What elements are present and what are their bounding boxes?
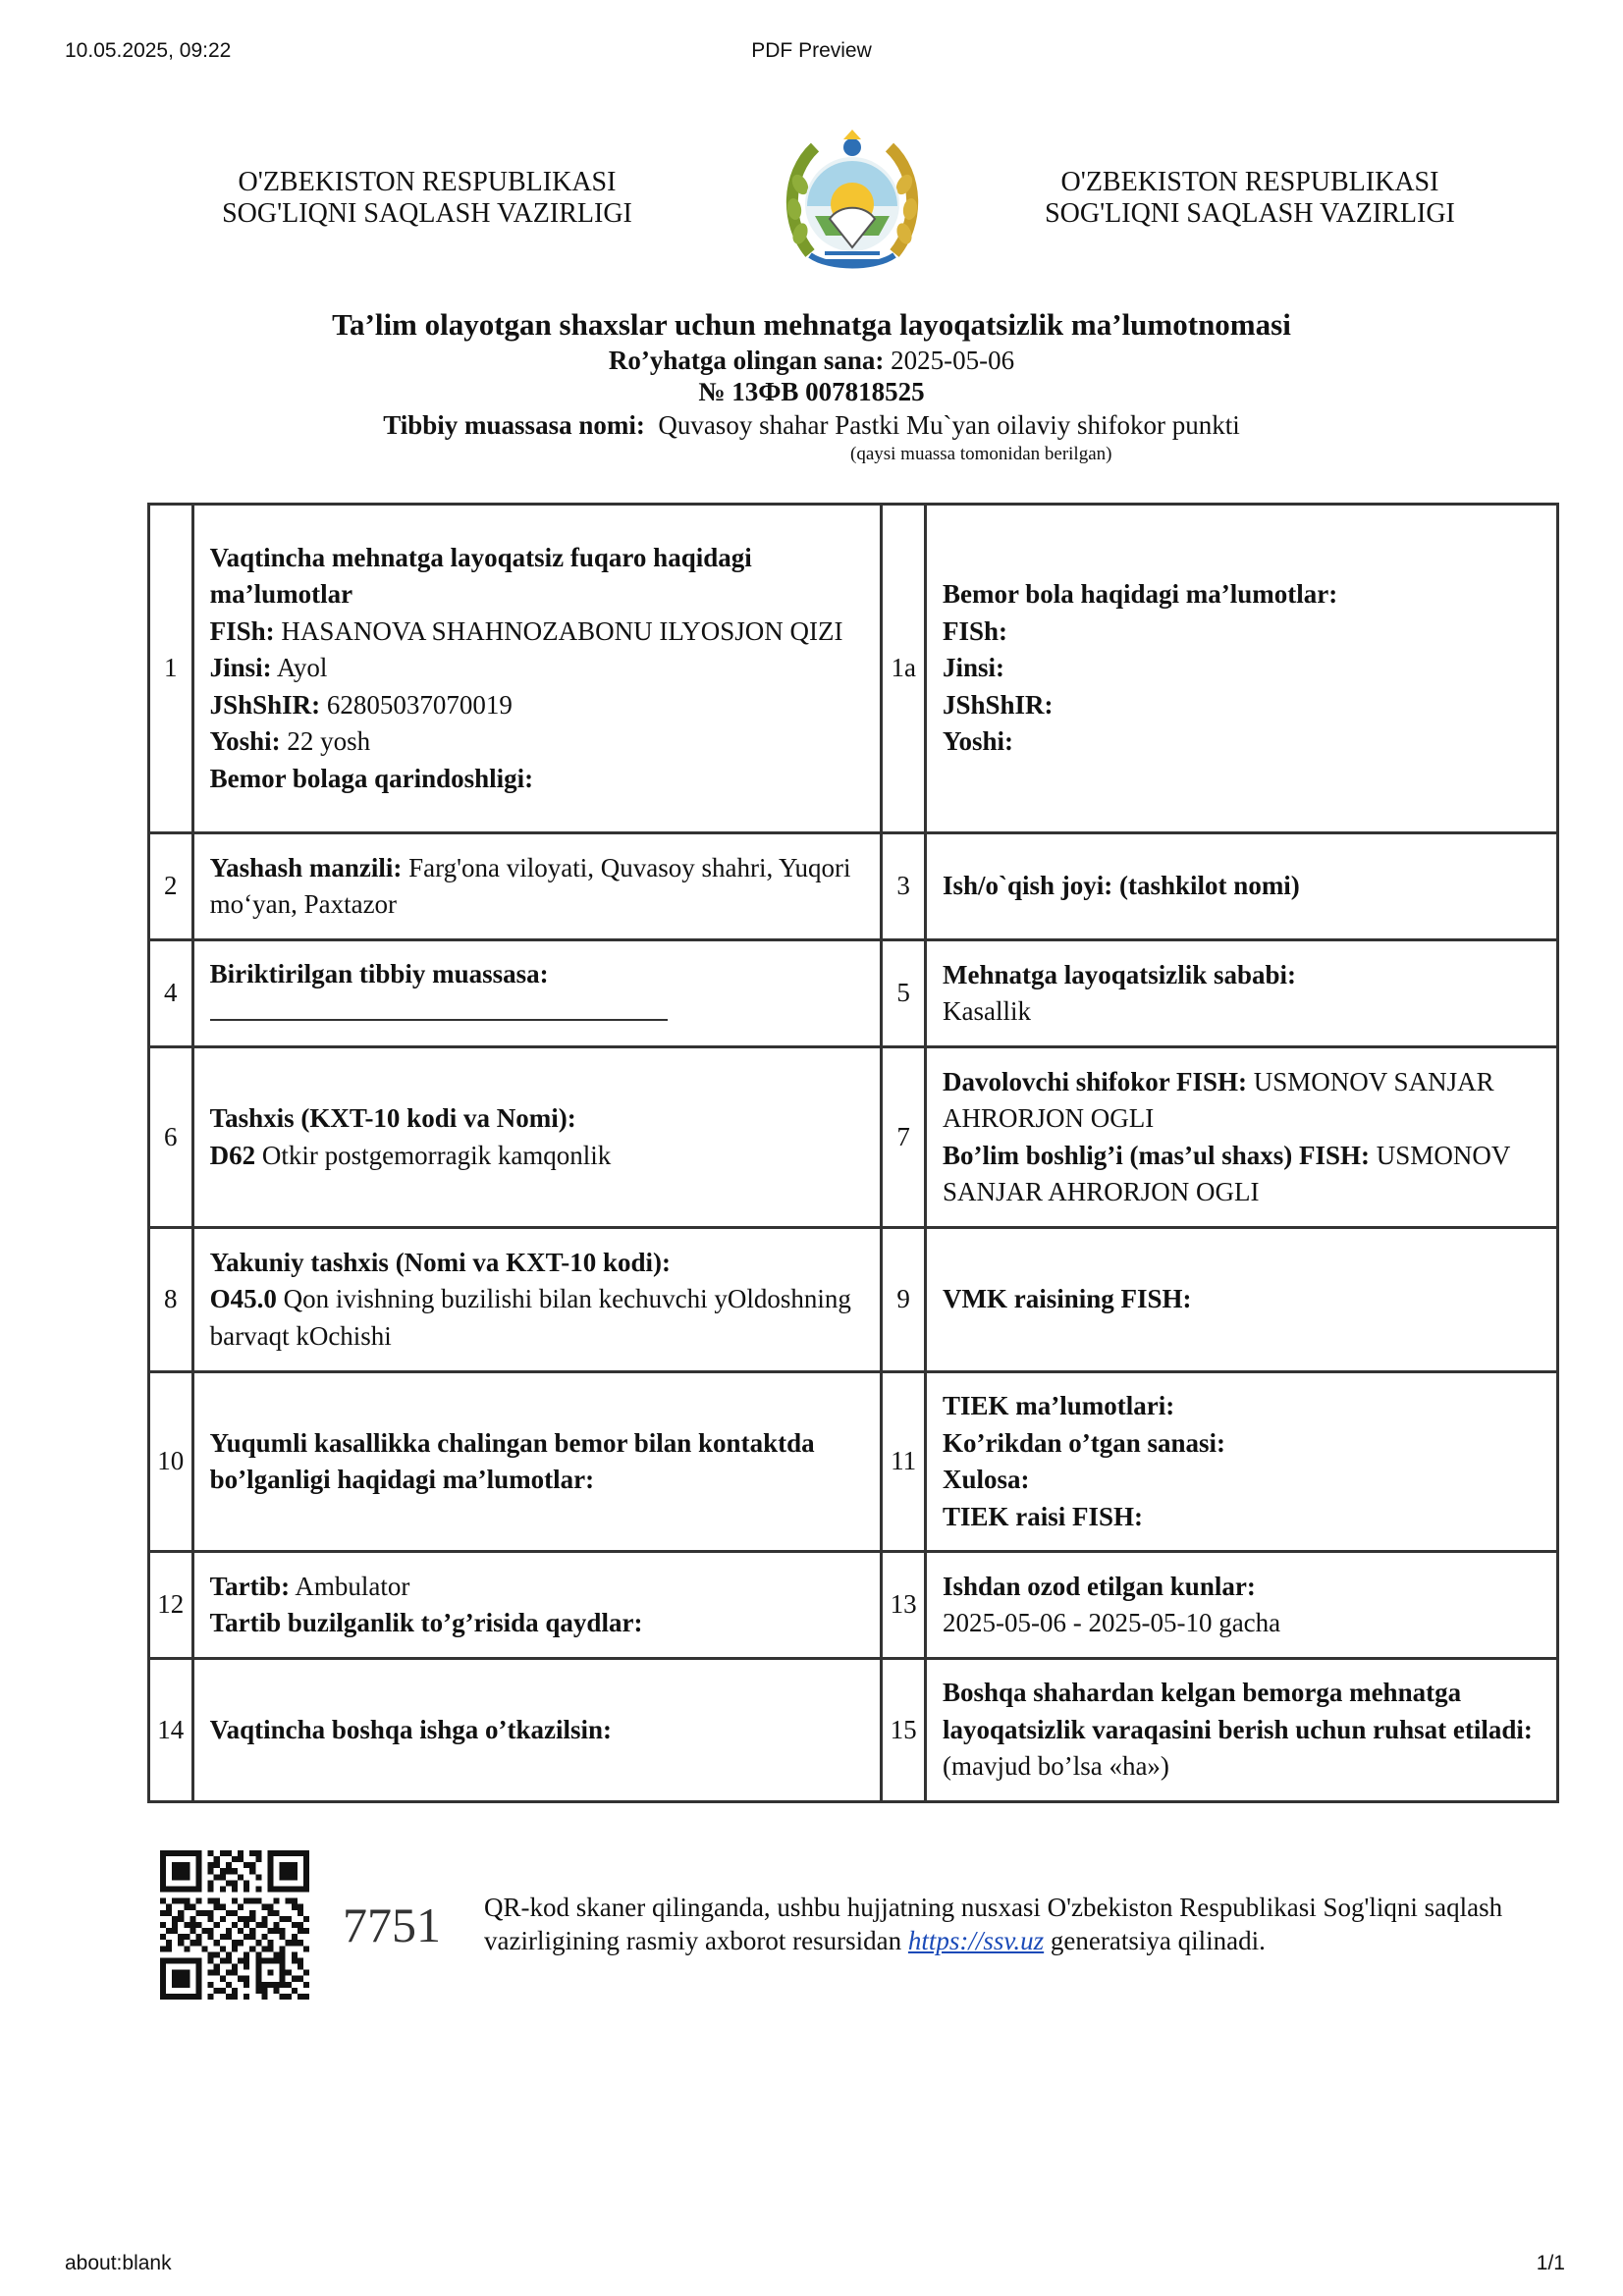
permission-value: (mavjud bo’lsa «ha»): [942, 1751, 1169, 1782]
state-emblem-icon: [781, 126, 924, 273]
vmk-cell: [925, 1228, 1557, 1372]
patient-fish-label: FISh:: [209, 615, 275, 646]
patient-gender-label: Jinsi:: [209, 653, 272, 683]
doctor-label: Davolovchi shifokor FISH:: [942, 1066, 1248, 1096]
child-gender-label: Jinsi:: [942, 653, 1005, 683]
tiek-conclusion-label: Xulosa:: [942, 1465, 1030, 1494]
browser-url: about:blank: [65, 2252, 172, 2274]
diagnosis-label: Tashxis (KXT-10 kodi va Nomi):: [209, 1103, 576, 1133]
qr-note-text: QR-kod skaner qilinganda, ushbu hujjatning nusxasi O'zbekiston Respublikasi Sog'liqni saqlash vazirligining rasmiy axborot resursidan: [484, 1893, 1503, 1955]
tiek-head-label: TIEK raisi FISH:: [942, 1501, 1144, 1531]
registration-date-label: Ro’yhatga olingan sana:: [608, 346, 885, 375]
ministry-left-line2: SOG'LIQNI SAQLASH VAZIRLIGI: [222, 198, 632, 229]
document-title: Ta’lim olayotgan shaxslar uchun mehnatga layoqatsizlik ma’lumotnomasi: [332, 307, 1291, 342]
facility-value: Quvasoy shahar Pastki Mu`yan oilaviy shifokor punkti: [658, 410, 1240, 440]
patient-fish-value: HASANOVA SHAHNOZABONU ILYOSJON QIZI: [281, 615, 843, 646]
patient-jshshir-value: 62805037070019: [326, 689, 513, 720]
browser-page-title: PDF Preview: [751, 39, 872, 62]
field-number: 2: [149, 833, 193, 940]
final-diagnosis-code: O45.0: [209, 1284, 277, 1314]
final-diagnosis-cell: [192, 1228, 882, 1372]
field-number: 10: [149, 1372, 193, 1552]
permission-cell: [925, 1659, 1557, 1802]
field-number: 7: [882, 1047, 926, 1228]
qr-code-icon: [160, 1850, 309, 2000]
release-days-value: 2025-05-06 - 2025-05-10 gacha: [942, 1608, 1281, 1637]
patient-jshshir-label: JShShIR:: [209, 689, 321, 720]
doctor-cell: [925, 1047, 1557, 1228]
patient-info-cell: [192, 505, 882, 833]
diagnosis-cell: [192, 1047, 882, 1228]
table-row: [149, 1552, 1558, 1659]
diagnosis-code: D62: [209, 1140, 256, 1170]
ministry-right-line1: O'ZBEKISTON RESPUBLIKASI: [1060, 167, 1439, 197]
release-days-cell: [925, 1552, 1557, 1659]
table-row: [149, 833, 1558, 940]
department-head-value: USMONOV SANJAR AHRORJON OGLI: [942, 1140, 1510, 1206]
department-head-label: Bo’lim boshlig’i (mas’ul shaxs) FISH:: [942, 1140, 1371, 1170]
verification-code: 7751: [343, 1897, 441, 1952]
field-number: 13: [882, 1552, 926, 1659]
field-number: 6: [149, 1047, 193, 1228]
child-info-cell: [925, 505, 1557, 833]
workplace-label: Ish/o`qish joyi: (tashkilot nomi): [942, 871, 1300, 901]
final-diagnosis-label: Yakuniy tashxis (Nomi va KXT-10 kodi):: [209, 1247, 671, 1277]
table-row: [149, 1047, 1558, 1228]
facility-note: (qaysi muassa tomonidan berilgan): [850, 444, 1112, 464]
tiek-date-label: Ko’rikdan o’tgan sanasi:: [942, 1427, 1226, 1458]
field-number: 1: [149, 505, 193, 833]
address-cell: [192, 833, 882, 940]
ministry-name-right: [995, 167, 1505, 230]
child-age-label: Yoshi:: [942, 726, 1014, 757]
address-value: Farg'ona viloyati, Quvasoy shahri, Yuqori mo‘yan, Paxtazor: [209, 852, 851, 919]
field-number: 9: [882, 1228, 926, 1372]
final-diagnosis-value: Qon ivishning buzilishi bilan kechuvchi yOldoshning barvaqt kOchishi: [209, 1284, 851, 1351]
field-number: 3: [882, 833, 926, 940]
table-row: [149, 1372, 1558, 1552]
workplace-cell: [925, 833, 1557, 940]
browser-page-count: 1/1: [1536, 2252, 1565, 2274]
ministry-right-line2: SOG'LIQNI SAQLASH VAZIRLIGI: [1045, 198, 1455, 229]
patient-age-value: 22 yosh: [287, 726, 371, 757]
contact-info-label: Yuqumli kasallikka chalingan bemor bilan kontaktda bo’lganligi haqidagi ma’lumotlar:: [209, 1427, 815, 1494]
field-number: 1a: [882, 505, 926, 833]
table-row: [149, 1659, 1558, 1802]
ministry-name-left: [172, 167, 682, 230]
table-row: [149, 505, 1558, 833]
field-number: 14: [149, 1659, 193, 1802]
patient-age-label: Yoshi:: [209, 726, 281, 757]
address-label: Yashash manzili:: [209, 852, 403, 882]
patient-heading: Vaqtincha mehnatga layoqatsiz fuqaro haqidagi ma’lumotlar: [209, 542, 752, 610]
doctor-value: USMONOV SANJAR AHRORJON OGLI: [942, 1066, 1494, 1133]
diagnosis-value: Otkir postgemorragik kamqonlik: [261, 1140, 612, 1170]
disability-reason-value: Kasallik: [942, 996, 1031, 1026]
assigned-clinic-cell: [192, 940, 882, 1047]
disability-reason-cell: [925, 940, 1557, 1047]
patient-relation-label: Bemor bolaga qarindoshligi:: [209, 763, 534, 793]
browser-datetime: 10.05.2025, 09:22: [65, 39, 232, 62]
tiek-cell: [925, 1372, 1557, 1552]
assigned-clinic-label: Biriktirilgan tibbiy muassasa:: [209, 959, 549, 988]
contact-info-cell: [192, 1372, 882, 1552]
transfer-cell: [192, 1659, 882, 1802]
child-heading: Bemor bola haqidagi ma’lumotlar:: [942, 579, 1338, 610]
field-number: 5: [882, 940, 926, 1047]
field-number: 12: [149, 1552, 193, 1659]
document-number: № 13ФВ 007818525: [698, 377, 925, 406]
ssv-link[interactable]: https://ssv.uz: [907, 1926, 1045, 1955]
child-fish-label: FISh:: [942, 615, 1008, 646]
regime-label: Tartib:: [209, 1571, 291, 1601]
regime-violation-label: Tartib buzilganlik to’g’risida qaydlar:: [209, 1608, 643, 1637]
regime-value: Ambulator: [295, 1571, 410, 1601]
permission-label: Boshqa shahardan kelgan bemorga mehnatga layoqatsizlik varaqasini berish uchun ruhsat etiladi:: [942, 1678, 1533, 1744]
release-days-label: Ishdan ozod etilgan kunlar:: [942, 1571, 1256, 1601]
field-number: 8: [149, 1228, 193, 1372]
table-row: [149, 940, 1558, 1047]
transfer-label: Vaqtincha boshqa ishga o’tkazilsin:: [209, 1714, 612, 1744]
qr-note: [484, 1891, 1515, 1957]
tiek-label: TIEK ma’lumotlari:: [942, 1391, 1175, 1420]
certificate-table: [147, 503, 1559, 1803]
regime-cell: [192, 1552, 882, 1659]
registration-date-value: 2025-05-06: [891, 346, 1015, 375]
ministry-left-line1: O'ZBEKISTON RESPUBLIKASI: [238, 167, 617, 197]
field-number: 11: [882, 1372, 926, 1552]
facility-label: Tibbiy muassasa nomi:: [383, 410, 645, 440]
field-number: 15: [882, 1659, 926, 1802]
assigned-clinic-blank-line: [210, 993, 668, 1021]
table-row: [149, 1228, 1558, 1372]
field-number: 4: [149, 940, 193, 1047]
facility-line: [0, 410, 1623, 441]
disability-reason-label: Mehnatga layoqatsizlik sababi:: [942, 959, 1297, 989]
child-jshshir-label: JShShIR:: [942, 689, 1054, 720]
vmk-head-label: VMK raisining FISH:: [942, 1284, 1192, 1314]
patient-gender-value: Ayol: [276, 653, 328, 683]
registration-date: [0, 346, 1623, 376]
qr-note-text-end: generatsiya qilinadi.: [1050, 1926, 1266, 1955]
